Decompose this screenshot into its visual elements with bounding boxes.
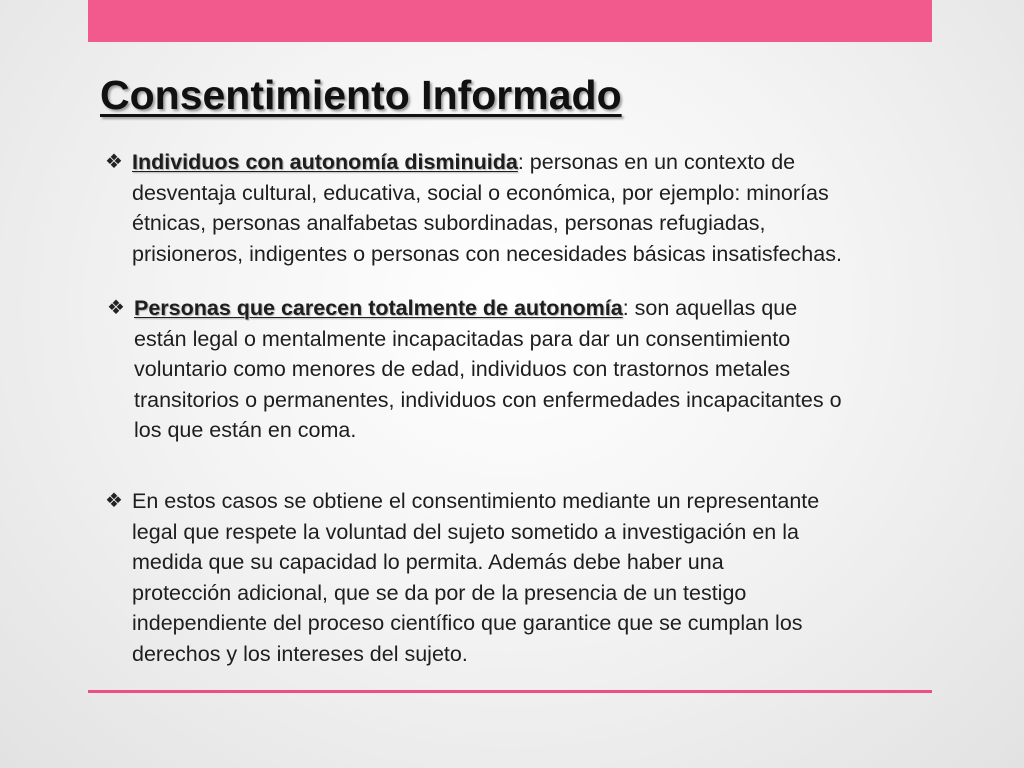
diamond-bullet-icon: ❖ xyxy=(105,490,123,512)
bullet-line: voluntario como menores de edad, individuos con trastornos metales xyxy=(134,357,791,381)
bullet-line: legal que respete la voluntad del sujeto sometido a investigación en la xyxy=(132,519,799,544)
bullet-line: derechos y los intereses del sujeto. xyxy=(132,641,468,666)
bullet-line: están legal o mentalmente incapacitadas para dar un consentimiento xyxy=(134,326,791,351)
bottom-accent-line xyxy=(88,690,932,693)
top-accent-bar xyxy=(88,0,932,42)
bullet-lead: Personas que carecen totalmente de autonomía xyxy=(134,296,623,320)
bullet-representative-consent xyxy=(105,486,992,669)
bullet-reduced-autonomy xyxy=(105,147,992,269)
slide-title: Consentimiento Informado xyxy=(100,72,622,118)
bullet-line: Personas que carecen totalmente de autonomía: son aquellas que xyxy=(134,296,798,320)
bullet-line: desventaja cultural, educativa, social o económica, por ejemplo: minorías xyxy=(132,180,829,205)
bullet-line: protección adicional, que se da por de la presencia de un testigo xyxy=(132,580,747,605)
bullet-line: Individuos con autonomía disminuida: personas en un contexto de xyxy=(132,150,796,174)
bullet-line: independiente del proceso científico que garantice que se cumplan los xyxy=(132,611,803,635)
bullet-lead: Individuos con autonomía disminuida xyxy=(132,150,518,174)
bullet-line: transitorios o permanentes, individuos con enfermedades incapacitantes o xyxy=(134,387,842,412)
bullet-line: En estos casos se obtiene el consentimiento mediante un representante xyxy=(132,489,820,513)
bullet-line: étnicas, personas analfabetas subordinadas, personas refugiadas, xyxy=(132,211,766,235)
bullet-no-autonomy xyxy=(107,293,994,446)
bullet-line: los que están en coma. xyxy=(134,418,357,442)
diamond-bullet-icon: ❖ xyxy=(107,297,125,319)
diamond-bullet-icon: ❖ xyxy=(105,151,123,173)
bullet-line: medida que su capacidad lo permita. Además debe haber una xyxy=(132,550,724,574)
bullet-line: prisioneros, indigentes o personas con necesidades básicas insatisfechas. xyxy=(132,241,842,266)
